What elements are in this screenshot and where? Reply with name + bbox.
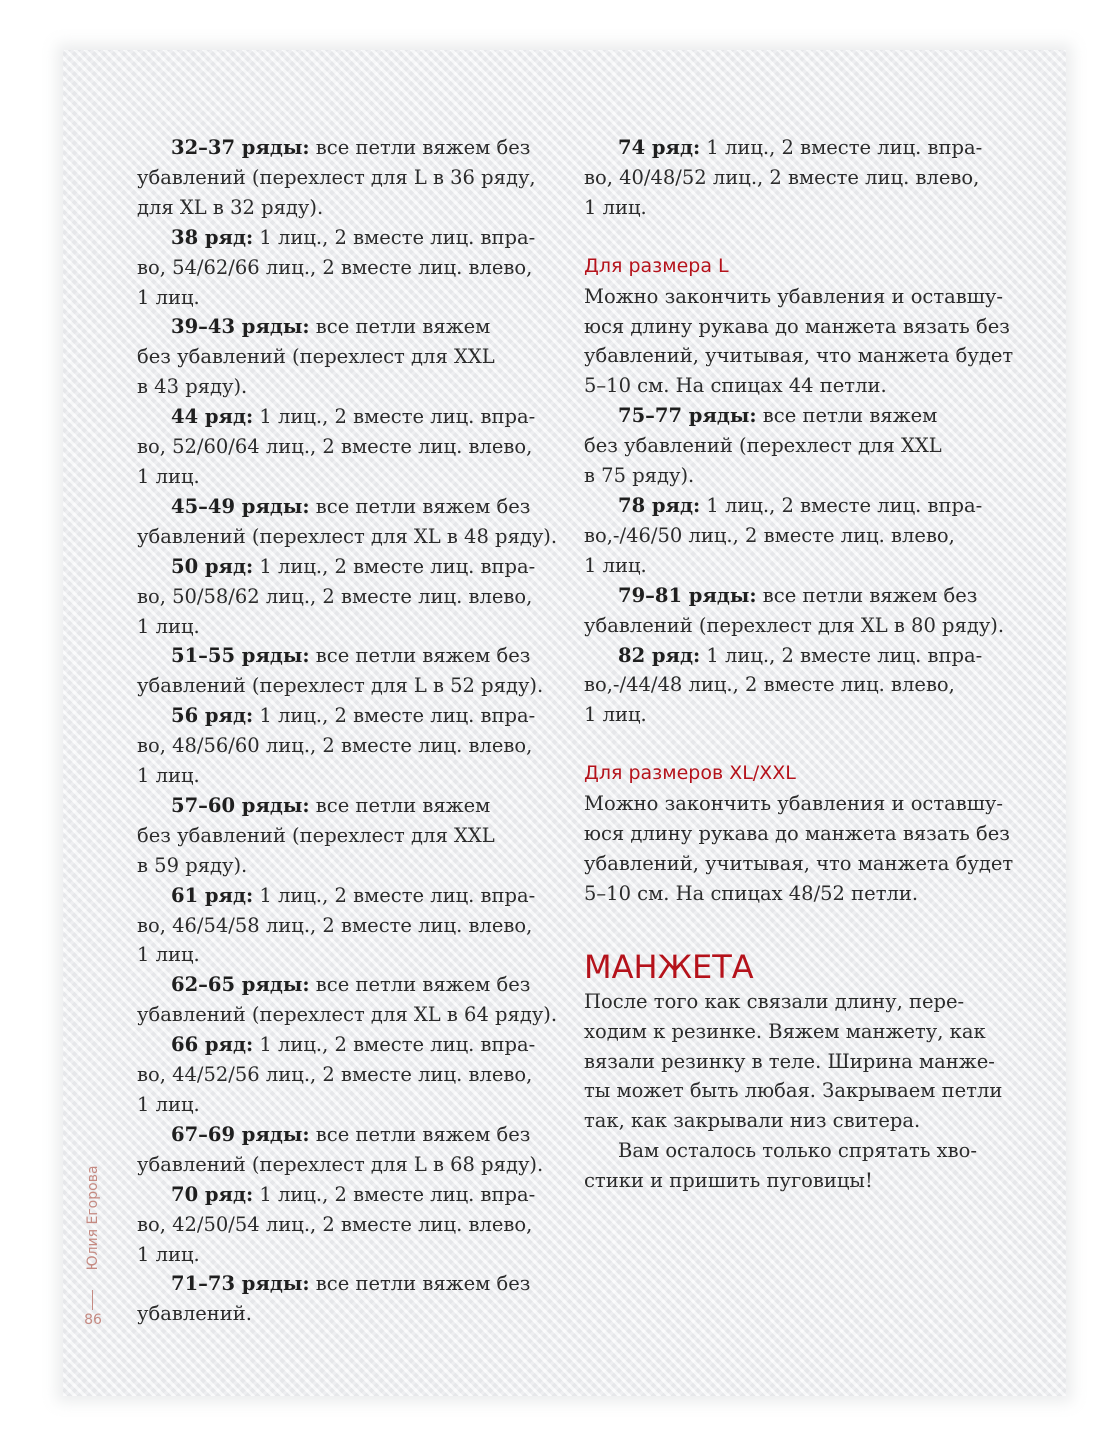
row-text-line: во, 52/60/64 лиц., 2 вместе лиц. влево, <box>137 435 533 459</box>
row-number: 67–69 ряды: <box>171 1122 310 1146</box>
paragraph-line: стики и пришить пуговицы! <box>584 1169 873 1193</box>
row-text-line: для XL в 32 ряду). <box>137 195 324 219</box>
row-text: 1 лиц., 2 вместе лиц. впра- <box>700 493 983 517</box>
row-instruction <box>584 401 1009 431</box>
row-number: 32–37 ряды: <box>171 136 310 159</box>
row-number: 62–65 ряды: <box>171 973 310 997</box>
row-text: все петли вяжем без <box>309 1122 531 1146</box>
row-text-line: во, 54/62/66 лиц., 2 вместе лиц. влево, <box>137 255 533 279</box>
row-text: 1 лиц., 2 вместе лиц. впра- <box>253 883 536 907</box>
row-instruction <box>137 641 557 671</box>
row-number: 38 ряд: <box>171 225 254 249</box>
paragraph-line: ты может быть любая. Закрываем петли <box>584 1079 1003 1103</box>
row-instruction <box>137 881 557 911</box>
row-text-line: без убавлений (перехлест для XXL <box>137 823 495 847</box>
row-text-line: во, 48/56/60 лиц., 2 вместе лиц. влево, <box>137 734 533 758</box>
row-text: все петли вяжем без <box>309 644 531 668</box>
row-instruction <box>584 491 1009 521</box>
row-text: все петли вяжем без <box>756 583 978 607</box>
row-text-line: во, 44/52/56 лиц., 2 вместе лиц. влево, <box>137 1063 533 1087</box>
row-text-line: 1 лиц. <box>137 1242 200 1266</box>
row-instruction <box>137 701 557 731</box>
page-number: 86 <box>84 1312 102 1328</box>
paragraph-line: убавлений, учитывая, что манжета будет <box>584 344 1014 368</box>
row-instruction <box>137 791 557 821</box>
row-text-line: 1 лиц. <box>584 703 647 727</box>
row-instruction <box>584 581 1009 611</box>
sidebar-divider <box>92 1290 93 1310</box>
row-instruction <box>137 1030 557 1060</box>
row-text: 1 лиц., 2 вместе лиц. впра- <box>700 136 983 159</box>
row-number: 66 ряд: <box>171 1033 254 1057</box>
paragraph-line: так, как закрывали низ свитера. <box>584 1109 921 1133</box>
row-text-line: убавлений (перехлест для XL в 48 ряду). <box>137 524 558 548</box>
paragraph-line: 5–10 см. На спицах 44 петли. <box>584 374 887 398</box>
row-number: 70 ряд: <box>171 1182 254 1206</box>
row-text-line: 1 лиц. <box>584 553 647 577</box>
row-text: 1 лиц., 2 вместе лиц. впра- <box>253 704 536 728</box>
row-number: 45–49 ряды: <box>171 494 310 518</box>
row-text-line: 1 лиц. <box>137 943 200 967</box>
row-instruction <box>137 133 557 163</box>
row-text-line: убавлений (перехлест для L в 36 ряду, <box>137 165 536 189</box>
cuff-heading: МАНЖЕТА <box>584 947 754 986</box>
row-number: 82 ряд: <box>618 643 701 667</box>
row-text: 1 лиц., 2 вместе лиц. впра- <box>700 643 983 667</box>
row-instruction <box>584 133 1009 163</box>
row-text-line: 1 лиц. <box>137 464 200 488</box>
row-number: 71–73 ряды: <box>171 1272 310 1296</box>
row-text-line: убавлений. <box>137 1302 252 1326</box>
row-text: все петли вяжем без <box>309 136 531 159</box>
row-text: 1 лиц., 2 вместе лиц. впра- <box>253 1033 536 1057</box>
row-instruction <box>137 1120 557 1150</box>
row-text-line: в 59 ряду). <box>137 853 248 877</box>
row-text-line: 1 лиц. <box>137 285 200 309</box>
row-text-line: в 75 ряду). <box>584 464 695 488</box>
row-instruction <box>137 402 557 432</box>
paragraph-line: ходим к резинке. Вяжем манжету, как <box>584 1019 986 1043</box>
row-number: 79–81 ряды: <box>618 583 757 607</box>
paragraph-line: Можно закончить убавления и оставшу- <box>584 284 1003 308</box>
row-text: все петли вяжем без <box>309 973 531 997</box>
paragraph-line: После того как связали длину, пере- <box>584 989 965 1013</box>
row-number: 74 ряд: <box>618 136 701 159</box>
row-text: все петли вяжем без <box>309 494 531 518</box>
row-text-line: в 43 ряду). <box>137 375 248 399</box>
row-text: все петли вяжем <box>309 315 491 339</box>
right-column <box>584 133 1014 1196</box>
row-text-line: без убавлений (перехлест для XXL <box>137 345 495 369</box>
row-text-line: во, 46/54/58 лиц., 2 вместе лиц. влево, <box>137 913 533 937</box>
row-instruction <box>137 552 557 582</box>
size-xl-heading: Для размеров XL/XXL <box>584 762 796 785</box>
row-number: 78 ряд: <box>618 493 701 517</box>
row-text-line: без убавлений (перехлест для XXL <box>584 434 942 458</box>
row-number: 57–60 ряды: <box>171 793 310 817</box>
paragraph-line: юся длину рукава до манжета вязать без <box>584 314 1010 338</box>
row-number: 39–43 ряды: <box>171 315 310 339</box>
row-instruction <box>137 970 557 1000</box>
row-instruction <box>137 312 557 342</box>
row-instruction <box>137 1180 557 1210</box>
paragraph-line: вязали резинку в теле. Ширина манже- <box>584 1049 995 1073</box>
page-sidebar <box>83 1150 103 1330</box>
left-column <box>137 133 557 1329</box>
row-text-line: 1 лиц. <box>137 1093 200 1116</box>
row-text-line: убавлений (перехлест для L в 52 ряду). <box>137 674 544 698</box>
row-number: 75–77 ряды: <box>618 404 757 428</box>
row-text: 1 лиц., 2 вместе лиц. впра- <box>253 405 536 429</box>
row-text-line: во, 42/50/54 лиц., 2 вместе лиц. влево, <box>137 1212 533 1236</box>
row-text: 1 лиц., 2 вместе лиц. впра- <box>253 225 536 249</box>
paragraph-line: убавлений, учитывая, что манжета будет <box>584 851 1014 875</box>
row-text-line: во,-/44/48 лиц., 2 вместе лиц. влево, <box>584 673 955 697</box>
row-instruction <box>584 641 1009 671</box>
row-instruction <box>137 492 557 522</box>
row-text-line: 1 лиц. <box>137 764 200 788</box>
row-text: 1 лиц., 2 вместе лиц. впра- <box>253 554 536 578</box>
row-text: все петли вяжем <box>756 404 938 428</box>
row-instruction <box>137 223 557 253</box>
paragraph-line: Вам осталось только спрятать хво- <box>618 1139 977 1163</box>
row-number: 44 ряд: <box>171 405 254 429</box>
row-text-line: убавлений (перехлест для XL в 80 ряду). <box>584 613 1005 637</box>
row-text-line: 1 лиц. <box>584 195 647 219</box>
row-number: 51–55 ряды: <box>171 644 310 668</box>
size-l-heading: Для размера L <box>584 254 729 277</box>
paragraph-line: Можно закончить убавления и оставшу- <box>584 792 1003 816</box>
row-instruction <box>137 1269 557 1299</box>
paragraph-line: юся длину рукава до манжета вязать без <box>584 822 1010 846</box>
row-number: 61 ряд: <box>171 883 254 907</box>
row-number: 50 ряд: <box>171 554 254 578</box>
row-text-line: во, 40/48/52 лиц., 2 вместе лиц. влево, <box>584 165 980 189</box>
row-text-line: убавлений (перехлест для XL в 64 ряду). <box>137 1003 558 1027</box>
row-text-line: 1 лиц. <box>137 614 200 638</box>
paragraph-line: 5–10 см. На спицах 48/52 петли. <box>584 881 919 905</box>
row-text: все петли вяжем без <box>309 1272 531 1296</box>
row-text-line: во, 50/58/62 лиц., 2 вместе лиц. влево, <box>137 584 533 608</box>
author-name: Юлия Егорова <box>85 1165 101 1271</box>
row-text: все петли вяжем <box>309 793 491 817</box>
row-text: 1 лиц., 2 вместе лиц. впра- <box>253 1182 536 1206</box>
row-text-line: убавлений (перехлест для L в 68 ряду). <box>137 1152 544 1176</box>
row-text-line: во,-/46/50 лиц., 2 вместе лиц. влево, <box>584 523 955 547</box>
row-number: 56 ряд: <box>171 704 254 728</box>
